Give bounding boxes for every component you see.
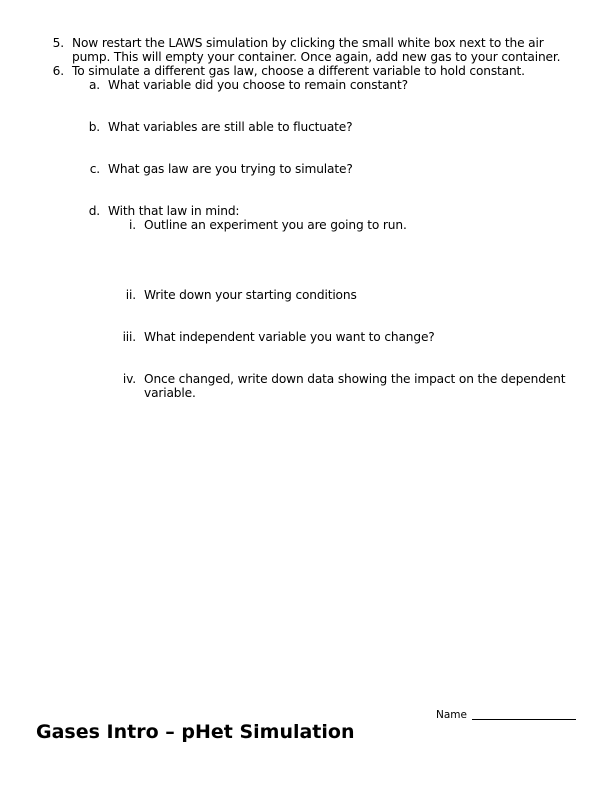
roman-iv-text-line-2: variable.: [144, 386, 196, 400]
subitem-b-text: What variables are still able to fluctuate?: [108, 120, 353, 134]
roman-iii-marker: iii.: [122, 330, 136, 344]
name-label: Name: [436, 709, 467, 721]
document-title: Gases Intro – pHet Simulation: [36, 721, 355, 743]
subitem-d-marker: d.: [88, 204, 100, 218]
subitem-a-marker: a.: [88, 78, 100, 92]
item-5-text-line-2: pump. This will empty your container. Once again, add new gas to your container.: [72, 50, 561, 64]
subitem-d-text: With that law in mind:: [108, 204, 240, 218]
name-blank-line[interactable]: [472, 719, 576, 720]
roman-iv-marker: iv.: [122, 372, 136, 386]
subitem-c-text: What gas law are you trying to simulate?: [108, 162, 353, 176]
item-5-text-line-1: Now restart the LAWS simulation by clicking the small white box next to the air: [72, 36, 544, 50]
item-5-marker: 5.: [52, 36, 64, 50]
roman-i-marker: i.: [129, 218, 136, 232]
item-6-text: To simulate a different gas law, choose a different variable to hold constant.: [72, 64, 525, 78]
roman-iii-text: What independent variable you want to change?: [144, 330, 435, 344]
subitem-c-marker: c.: [89, 162, 100, 176]
item-6-marker: 6.: [52, 64, 64, 78]
subitem-b-marker: b.: [88, 120, 100, 134]
roman-ii-text: Write down your starting conditions: [144, 288, 357, 302]
roman-i-text: Outline an experiment you are going to run.: [144, 218, 407, 232]
subitem-a-text: What variable did you choose to remain constant?: [108, 78, 408, 92]
roman-ii-marker: ii.: [125, 288, 136, 302]
roman-iv-text-line-1: Once changed, write down data showing the impact on the dependent: [144, 372, 566, 386]
